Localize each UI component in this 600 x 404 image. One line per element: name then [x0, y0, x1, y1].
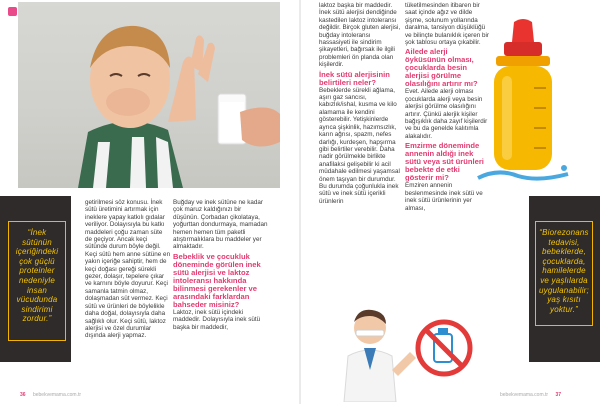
body-paragraph: Buğday ve inek sütüne ne kadar çok maruz kaldığınızı bir düşünün. Çorbadan çikolataya, yoğurttan dondurmaya, mamadan hemen hemen tüm paketli atıştırmalıklara bu maddeler yer almaktadır. [173, 199, 268, 251]
website-url: bebekvemama.com.tr [32, 392, 82, 398]
question-heading: Emzirme döneminde annenin aldığı inek sütü veya süt ürünleri bebekte de etki gösterir mi? [405, 141, 484, 183]
page-gutter [299, 0, 301, 404]
body-paragraph: laktoz başka bir maddedir. İnek sütü alerjisi dendiğinde kastedilen laktoz intoleransı değildir. Birçok gluten alerjisi, buğday intoleransı hassasiyeti ile sindirim şikayetleri, bağırsak ile ilgili problemleri ön planda olan kişilerdir. [319, 2, 401, 69]
footer-left [20, 392, 81, 398]
question-heading: Bebeklik ve çocukluk döneminde görülen inek sütü alerjisi ve laktoz intoleransı hakkında bilinmesi gerekenler ve arasındaki farklardan bahseder misiniz? [173, 251, 261, 309]
text-column-3 [319, 2, 403, 205]
body-paragraph: Evet. Ailede alerji olması çocuklarda alerji veya besin alerjisi görülme olasılığını artırır. Çünkü alerjik kişiler bağışıklık daha zayıf kişilerdir ve bu da genelde kalıtımla alakalıdır. [405, 88, 488, 140]
website-url: bebekvemama.com.tr [500, 392, 549, 398]
child-refusing-milk-photo [18, 2, 280, 188]
body-paragraph: getirilmesi söz konusu. İnek sütü üretimini artırmak için ineklere yapay katkılı gıdalar veriliyor. Dolayısıyla bu katkı maddeleri çoğu zaman süte de geçiyor. Ancak keçi sütünde durum böyle değil. Keçi sütü hem anne sütüne en yakın içeriğe sahiptir, hem de keçi doğası gereği sürekli gezer, dolaşır, tepelere çıkar ve karnını böyle doyurur. Keçi samanla tatmin olmaz, dolaşmadan süt vermez. Keçi sütü ve ürünleri de böylelikle daha doğal, dolayısıyla daha sağlıklı olur. Keçi sütü, laktoz alerjisi ve özel durumlar dışında alerji yapmaz. [85, 199, 171, 340]
baby-bottle-illustration [468, 18, 578, 183]
page-number: 36 [20, 392, 26, 398]
text-column-1 [85, 199, 171, 340]
left-pull-quote: “İnek sütünün içeriğindeki çok güçlü proteinler nedeniyle insan vücudunda sindirimi zordur.” [8, 221, 66, 341]
body-paragraph: Laktoz, inek sütü içindeki maddedir. Dolayısıyla inek sütü başka bir maddedir, [173, 308, 261, 331]
text-column-2 [173, 199, 268, 331]
body-paragraph: Bebeklerde sürekli ağlama, aşırı gaz sancısı, kabızlık/ishal, kusma ve kilo alamama ile kendini gösterebilir. Yetişkinlerde ayrıca şişkinlik, hazımsızlık, karın ağrısı, spazm, nefes darlığı, kurdeşen, hapşırma gibi belirtiler verebilir. Daha nadir görülmekle birlikte anafilaksi gelişebilir ki acil müdahale edilmesi yaşamsal önem taşıyan bir durumdur. Bu durumda çoğunlukla inek sütü ve inek sütü içerikli ürünlerin [319, 86, 400, 205]
doctor-no-milk-illustration [330, 300, 490, 402]
question-heading: Ailede alerji öyküsünün olması, çocuklarda besin alerjisi görülme olasılığını artırır mı? [405, 47, 478, 89]
body-paragraph: tüketilmesinden itibaren bir saat içinde ağız ve dilde şişme, solunum yollarında daralma, tansiyon düşüklüğü ve bilinçte bulanıklık içeren bir şok tablosu ortaya çıkabilir. [405, 2, 489, 47]
right-pull-quote: “Biorezonans tedavisi, bebeklerde, çocuklarda, hamilelerde ve yaşlılarda uygulanabilir; yaş kısıtı yoktur.” [535, 221, 593, 326]
page-number: 37 [555, 392, 562, 398]
body-paragraph: Emziren annenin beslenmesinde inek sütü ve inek sütü ürünlerinin yer alması, [405, 182, 483, 212]
question-heading: İnek sütü alerjisinin belirtileri neler? [319, 69, 390, 87]
logo-square-pink [8, 7, 17, 16]
footer-right [500, 392, 561, 398]
